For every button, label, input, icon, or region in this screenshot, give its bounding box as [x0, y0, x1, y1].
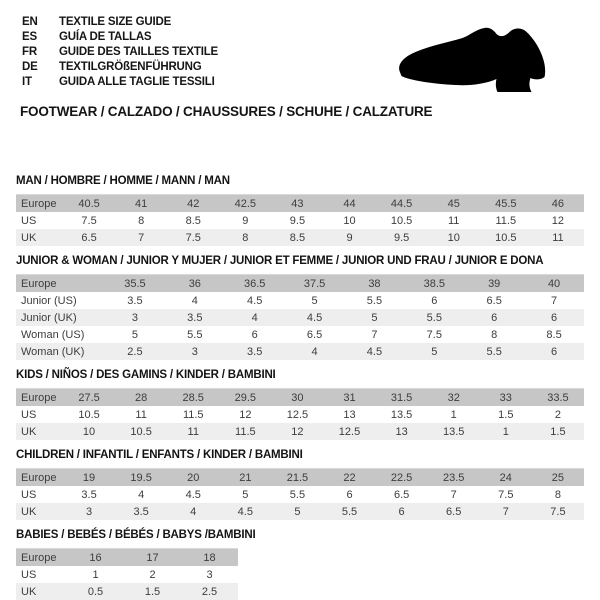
size-cell: 4.5: [185, 488, 201, 501]
size-cell: 5: [311, 294, 318, 307]
size-cell: 21.5: [286, 471, 309, 484]
size-cell: 37.5: [303, 277, 326, 290]
size-row: [16, 503, 584, 520]
size-table-title: CHILDREN / INFANTIL / ENFANTS / KINDER / BAMBINI: [16, 449, 303, 461]
size-cell: 1.5: [550, 425, 566, 438]
size-cell: 42: [187, 197, 200, 210]
language-code: DE: [22, 61, 38, 73]
size-cell: 8: [138, 214, 145, 227]
dress-shoe-silhouette: [394, 26, 570, 96]
size-cell: 12: [239, 408, 252, 421]
size-cell: 3: [131, 311, 138, 324]
size-row-label: Junior (UK): [21, 311, 77, 324]
size-row: [16, 212, 584, 229]
size-table-section: [16, 175, 584, 246]
size-cell: 1: [450, 408, 457, 421]
language-code: ES: [22, 31, 37, 43]
size-row-label: Europe: [21, 391, 57, 404]
size-cell: 4: [311, 345, 318, 358]
size-cell: 0.5: [87, 585, 104, 598]
size-row: [16, 566, 238, 583]
size-cell: 3: [206, 568, 213, 581]
size-cell: 2.5: [201, 585, 218, 598]
size-row-label: US: [21, 568, 37, 581]
size-cell: 2: [554, 408, 561, 421]
size-row: [16, 275, 584, 293]
size-cell: 7.5: [81, 214, 97, 227]
size-cell: 11.5: [495, 214, 517, 227]
size-table-section: [16, 449, 584, 520]
size-cell: 8.5: [546, 328, 562, 341]
size-cell: 17: [146, 551, 159, 564]
size-row-label: Europe: [21, 197, 57, 210]
size-cell: 13.5: [390, 408, 413, 421]
size-row-label: US: [21, 408, 37, 421]
size-table-title: KIDS / NIÑOS / DES GAMINS / KINDER / BAMBINI: [16, 369, 276, 381]
size-row: [16, 389, 584, 407]
size-cell: 21: [239, 471, 252, 484]
size-cell: 31: [343, 391, 356, 404]
size-cell: 6: [398, 505, 405, 518]
size-table-section: [16, 255, 584, 360]
size-cell: 7.5: [185, 231, 201, 244]
size-cell: 3.5: [133, 505, 149, 518]
size-table: [16, 194, 584, 246]
size-cell: 8: [554, 488, 561, 501]
size-row-label: UK: [21, 505, 37, 518]
size-cell: 44.5: [390, 197, 413, 210]
size-cell: 6.5: [393, 488, 410, 501]
size-cell: 10.5: [390, 214, 413, 227]
size-cell: 4.5: [247, 294, 263, 307]
language-code: FR: [22, 46, 37, 58]
size-cell: 33: [499, 391, 512, 404]
size-cell: 5.5: [486, 345, 502, 358]
size-cell: 22: [343, 471, 356, 484]
size-row-label: UK: [21, 231, 37, 244]
size-cell: 2.5: [127, 345, 143, 358]
size-cell: 13: [395, 425, 408, 438]
size-cell: 27.5: [78, 391, 100, 404]
size-cell: 41: [135, 197, 148, 210]
size-cell: 8.5: [185, 214, 201, 227]
size-cell: 43: [291, 197, 304, 210]
size-cell: 45: [447, 197, 460, 210]
language-label: GUIDA ALLE TAGLIE TESSILI: [59, 76, 215, 88]
size-row: [16, 309, 584, 326]
size-row-label: Europe: [21, 471, 57, 484]
size-cell: 5: [294, 505, 301, 518]
size-cell: 9: [346, 231, 353, 244]
language-code: IT: [22, 76, 32, 88]
size-cell: 33.5: [547, 391, 569, 404]
size-cell: 32: [447, 391, 460, 404]
size-cell: 19.5: [130, 471, 152, 484]
size-cell: 11.5: [182, 408, 204, 421]
size-row: [16, 229, 584, 246]
size-cell: 11: [187, 425, 199, 438]
size-cell: 38: [368, 277, 381, 290]
size-cell: 30: [291, 391, 304, 404]
size-cell: 13: [343, 408, 356, 421]
size-cell: 8.5: [289, 231, 306, 244]
size-cell: 18: [203, 551, 216, 564]
size-cell: 6: [431, 294, 438, 307]
shoe-icon: [394, 26, 570, 96]
size-cell: 5.5: [366, 294, 383, 307]
size-cell: 12.5: [286, 408, 309, 421]
size-cell: 3: [191, 345, 198, 358]
size-cell: 10.5: [130, 425, 152, 438]
size-table-section: [16, 369, 584, 440]
size-cell: 4.5: [366, 345, 383, 358]
size-cell: 9: [242, 214, 249, 227]
size-cell: 6: [491, 311, 498, 324]
size-table: [16, 548, 238, 600]
size-cell: 11.5: [235, 425, 256, 438]
size-cell: 1.5: [144, 585, 161, 598]
size-cell: 23.5: [442, 471, 465, 484]
size-cell: 25: [551, 471, 565, 484]
size-cell: 3: [85, 505, 93, 518]
size-table-title: MAN / HOMBRE / HOMME / MANN / MAN: [16, 175, 230, 187]
size-row-label: Junior (US): [21, 294, 77, 307]
size-cell: 6: [251, 328, 258, 341]
size-row: [16, 423, 584, 440]
size-cell: 1: [92, 568, 99, 581]
size-row: [16, 195, 584, 213]
size-cell: 6.5: [306, 328, 323, 341]
size-cell: 35.5: [124, 277, 146, 290]
size-cell: 36.5: [243, 277, 266, 290]
size-row: [16, 549, 238, 567]
size-cell: 7.5: [550, 505, 566, 518]
size-cell: 7: [502, 505, 509, 518]
size-cell: 4: [138, 488, 145, 501]
size-cell: 36: [188, 277, 201, 290]
size-table: [16, 468, 584, 520]
size-cell: 7: [450, 488, 457, 501]
size-row-label: Europe: [21, 551, 57, 564]
size-cell: 12: [291, 425, 304, 438]
size-cell: 40.5: [78, 197, 100, 210]
size-cell: 45.5: [495, 197, 517, 210]
size-cell: 6.5: [81, 231, 97, 244]
size-cell: 28: [135, 391, 148, 404]
size-cell: 8: [242, 231, 249, 244]
size-cell: 24: [499, 471, 512, 484]
size-cell: 28.5: [182, 391, 204, 404]
size-cell: 19: [82, 471, 96, 484]
size-cell: 6: [346, 488, 353, 501]
size-cell: 29.5: [234, 391, 257, 404]
size-cell: 40: [547, 277, 561, 290]
size-cell: 11: [135, 408, 147, 421]
size-row: [16, 343, 584, 360]
language-label: GUÍA DE TALLAS: [59, 31, 152, 43]
size-cell: 46: [551, 197, 565, 210]
size-cell: 4.5: [237, 505, 253, 518]
size-cell: 5: [371, 311, 378, 324]
size-cell: 13.5: [442, 425, 465, 438]
size-table: [16, 274, 584, 360]
size-cell: 7: [138, 231, 145, 244]
size-cell: 7.5: [498, 488, 514, 501]
size-cell: 10.5: [495, 231, 517, 244]
size-cell: 42.5: [234, 197, 257, 210]
size-cell: 8: [491, 328, 498, 341]
size-row-label: UK: [21, 425, 37, 438]
size-cell: 6: [551, 311, 558, 324]
size-cell: 4: [191, 294, 198, 307]
size-table: [16, 388, 584, 440]
size-cell: 7: [551, 294, 558, 307]
size-cell: 3.5: [247, 345, 263, 358]
size-table-title: BABIES / BEBÉS / BÉBÉS / BABYS /BAMBINI: [16, 529, 256, 541]
size-cell: 3.5: [187, 311, 203, 324]
size-cell: 5.5: [289, 488, 306, 501]
size-table-section: [16, 529, 584, 600]
size-cell: 5.5: [187, 328, 203, 341]
size-row-label: US: [21, 488, 37, 501]
size-row-label: Europe: [21, 277, 57, 290]
size-cell: 5: [131, 328, 138, 341]
size-cell: 22.5: [390, 471, 413, 484]
size-cell: 1.5: [498, 408, 514, 421]
language-code: EN: [22, 16, 38, 28]
size-cell: 31.5: [390, 391, 413, 404]
size-cell: 11: [447, 214, 460, 227]
size-cell: 10: [82, 425, 96, 438]
size-cell: 5: [242, 488, 249, 501]
size-row-label: US: [21, 214, 37, 227]
size-cell: 12: [551, 214, 565, 227]
size-cell: 38.5: [423, 277, 446, 290]
size-cell: 6: [551, 345, 558, 358]
language-label: TEXTILE SIZE GUIDE: [59, 16, 172, 28]
size-cell: 5.5: [341, 505, 358, 518]
category-title: FOOTWEAR / CALZADO / CHAUSSURES / SCHUHE / CALZATURE: [20, 104, 433, 119]
size-cell: 6.5: [486, 294, 502, 307]
size-cell: 44: [343, 197, 356, 210]
size-cell: 20: [187, 471, 200, 484]
language-label: GUIDE DES TAILLES TEXTILE: [59, 46, 218, 58]
size-cell: 5: [431, 345, 438, 358]
size-row: [16, 469, 584, 487]
size-cell: 7: [371, 328, 378, 341]
size-cell: 12.5: [338, 425, 361, 438]
size-cell: 9.5: [289, 214, 306, 227]
size-row-label: UK: [21, 585, 37, 598]
size-cell: 2: [149, 568, 156, 581]
size-cell: 4: [251, 311, 258, 324]
size-row: [16, 406, 584, 423]
size-cell: 16: [89, 551, 102, 564]
size-cell: 1: [502, 425, 509, 438]
size-tables: [16, 175, 584, 600]
size-cell: 39: [488, 277, 501, 290]
size-row: [16, 486, 584, 503]
size-table-title: JUNIOR & WOMAN / JUNIOR Y MUJER / JUNIOR ET FEMME / JUNIOR UND FRAU / JUNIOR E DONA: [16, 255, 544, 267]
size-cell: 3.5: [127, 294, 143, 307]
size-cell: 10: [343, 214, 356, 227]
size-cell: 11: [552, 231, 564, 244]
size-cell: 6.5: [446, 505, 462, 518]
size-cell: 10: [447, 231, 460, 244]
size-cell: 10.5: [78, 408, 100, 421]
language-label: TEXTILGRÖßENFÜHRUNG: [59, 61, 202, 73]
size-cell: 5.5: [426, 311, 442, 324]
size-row-label: Woman (UK): [21, 345, 85, 358]
size-row: [16, 583, 238, 600]
size-cell: 4.5: [306, 311, 323, 324]
size-cell: 3.5: [81, 488, 97, 501]
size-cell: 4: [190, 505, 197, 518]
size-cell: 7.5: [426, 328, 442, 341]
size-cell: 9.5: [393, 231, 410, 244]
size-row: [16, 326, 584, 343]
size-row-label: Woman (US): [21, 328, 85, 341]
size-row: [16, 292, 584, 309]
